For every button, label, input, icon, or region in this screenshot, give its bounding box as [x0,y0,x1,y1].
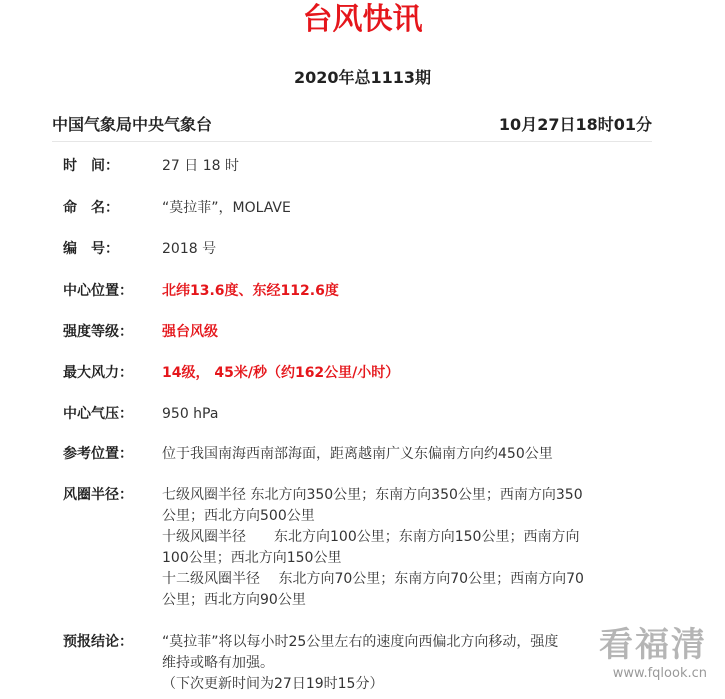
field-pressure-label: 中心气压： [63,406,133,422]
watermark-main-text: 看福清 [599,625,707,665]
agency-name: 中国气象局中央气象台 [52,115,213,134]
field-pressure-value: 950 hPa [162,406,219,422]
field-number-label: 编 号： [63,241,119,257]
page-title: 台风快讯 [302,2,423,37]
field-time-label: 时 间： [63,158,119,174]
field-reference-value: 位于我国南海西南部海面，距离越南广义东偏南方向约450公里 [162,446,553,462]
wind-radius-line: 公里；西北方向90公里 [162,592,306,608]
field-name-value: “莫拉菲”，MOLAVE [162,200,291,216]
header-divider [52,141,652,142]
field-intensity-value: 强台风级 [162,324,218,340]
field-wind-radius-value [162,485,642,611]
forecast-line: 维持或略有加强。 [162,655,274,671]
field-reference-label: 参考位置： [63,446,133,462]
forecast-line: “莫拉菲”将以每小时25公里左右的速度向西偏北方向移动，强度 [162,634,559,650]
field-max-wind-value: 14级， 45米/秒（约162公里/小时） [162,365,400,381]
field-wind-radius-label: 风圈半径： [63,487,133,503]
field-center-value: 北纬13.6度、东经112.6度 [162,283,339,299]
field-forecast-label: 预报结论： [63,634,133,650]
field-time-value: 27 日 18 时 [162,158,239,174]
field-name-label: 命 名： [63,200,119,216]
publish-time: 10月27日18时01分 [498,115,652,134]
field-center-label: 中心位置： [63,283,133,299]
header-row [52,112,652,138]
watermark-logo [567,625,707,695]
issue-number: 2020年总1113期 [293,68,432,87]
field-max-wind-label: 最大风力： [63,365,133,381]
wind-radius-line: 100公里；西北方向150公里 [162,550,342,566]
wind-radius-line: 七级风圈半径 东北方向350公里；东南方向350公里；西南方向350 [162,487,583,503]
wind-radius-line: 十二级风圈半径 东北方向70公里；东南方向70公里；西南方向70 [162,571,584,587]
field-number-value: 2018 号 [162,241,217,257]
field-intensity-label: 强度等级： [63,324,133,340]
watermark-url: www.fqlook.cn [612,666,707,681]
forecast-line: （下次更新时间为27日19时15分） [162,676,384,692]
wind-radius-line: 十级风圈半径 东北方向100公里；东南方向150公里；西南方向 [162,529,580,545]
wind-radius-line: 公里；西北方向500公里 [162,508,315,524]
